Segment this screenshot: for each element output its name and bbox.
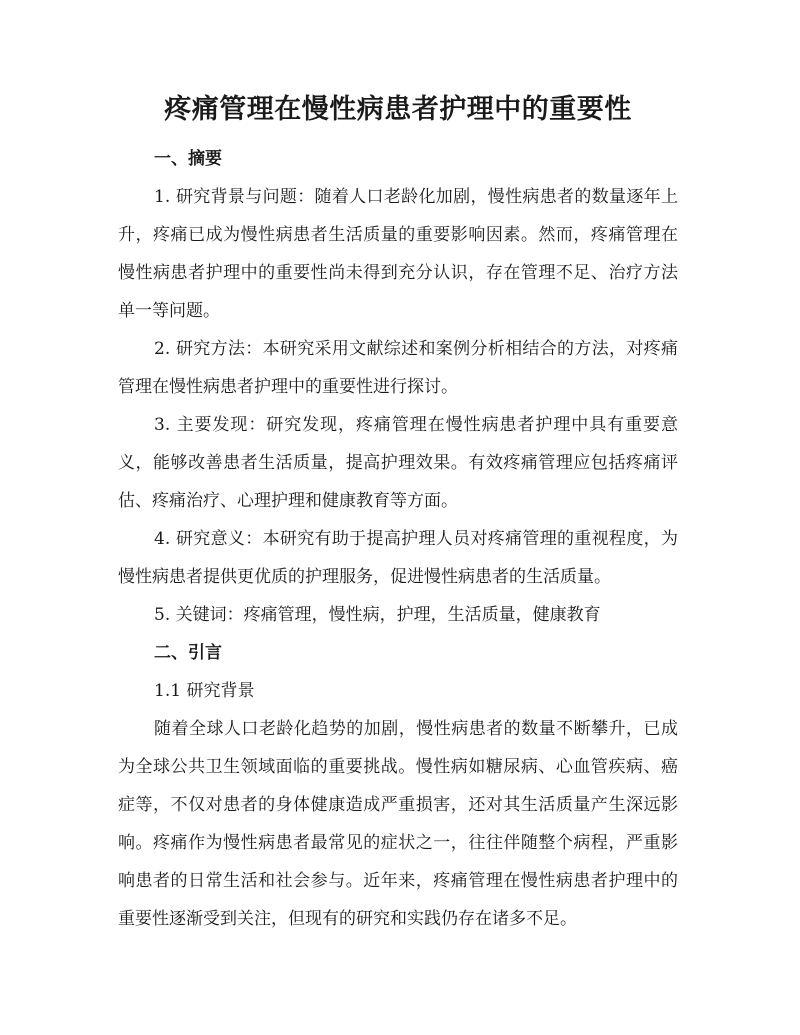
abstract-paragraph-significance: 4. 研究意义：本研究有助于提高护理人员对疼痛管理的重视程度，为慢性病患者提供更优质的护理服务，促进慢性病患者的生活质量。 xyxy=(118,529,678,587)
section-introduction xyxy=(118,634,678,938)
document-page xyxy=(118,88,678,938)
abstract-paragraph-background: 1. 研究背景与问题：随着人口老龄化加剧，慢性病患者的数量逐年上升，疼痛已成为慢性病患者生活质量的重要影响因素。然而，疼痛管理在慢性病患者护理中的重要性尚未得到充分认识，存在管理不足、治疗方法单一等问题。 xyxy=(118,187,678,321)
subheading-research-background: 1.1 研究背景 xyxy=(154,681,255,701)
section-heading-introduction: 二、引言 xyxy=(154,643,222,663)
introduction-paragraph: 随着全球人口老龄化趋势的加剧，慢性病患者的数量不断攀升，已成为全球公共卫生领域面临的重要挑战。慢性病如糖尿病、心血管疾病、癌症等，不仅对患者的身体健康造成严重损害，还对其生活质量产生深远影响。疼痛作为慢性病患者最常见的症状之一，往往伴随整个病程，严重影响患者的日常生活和社会参与。近年来，疼痛管理在慢性病患者护理中的重要性逐渐受到关注，但现有的研究和实践仍存在诸多不足。 xyxy=(118,719,678,929)
section-abstract xyxy=(118,140,678,634)
abstract-paragraph-methods: 2. 研究方法：本研究采用文献综述和案例分析相结合的方法，对疼痛管理在慢性病患者护理中的重要性进行探讨。 xyxy=(118,339,678,397)
abstract-paragraph-keywords: 5. 关键词：疼痛管理，慢性病，护理，生活质量，健康教育 xyxy=(154,605,601,625)
document-title: 疼痛管理在慢性病患者护理中的重要性 xyxy=(164,94,632,125)
section-heading-abstract: 一、摘要 xyxy=(154,149,222,169)
abstract-paragraph-findings: 3. 主要发现：研究发现，疼痛管理在慢性病患者护理中具有重要意义，能够改善患者生活质量，提高护理效果。有效疼痛管理应包括疼痛评估、疼痛治疗、心理护理和健康教育等方面。 xyxy=(118,415,678,511)
